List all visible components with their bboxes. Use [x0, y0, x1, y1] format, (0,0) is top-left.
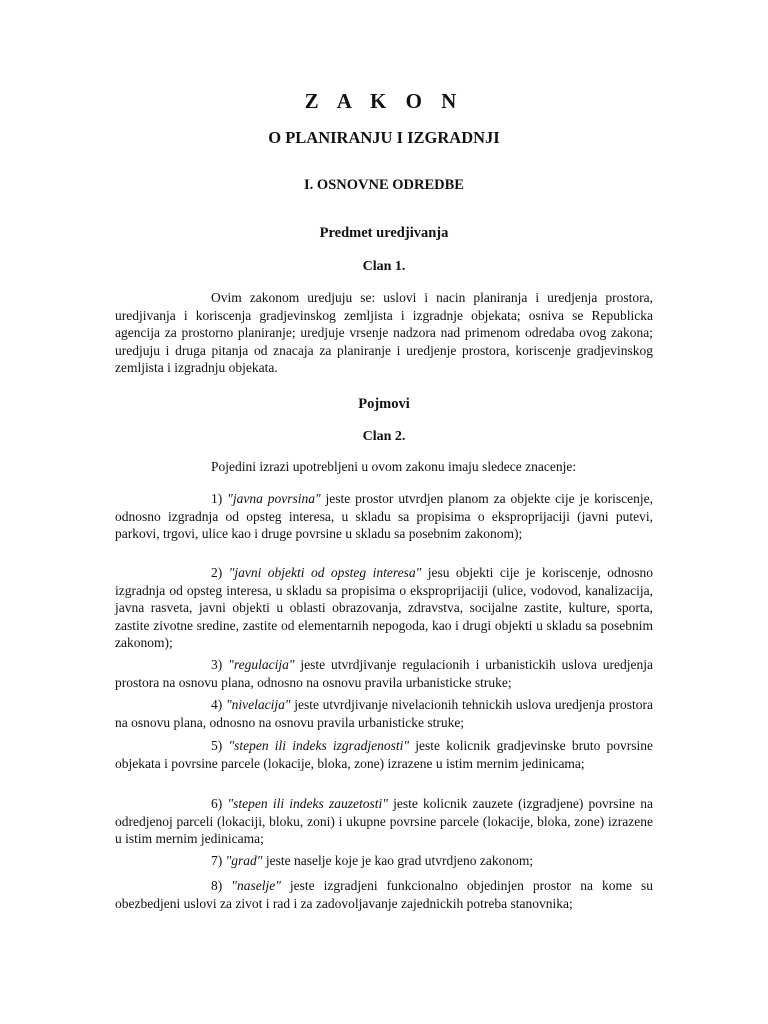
item-term: "javna povrsina" — [227, 491, 321, 506]
article-2-intro — [115, 458, 653, 476]
definition-item — [115, 877, 653, 912]
item-number: 3) — [211, 657, 223, 672]
item-text: jeste kolicnik gradjevinske bruto povrsine objekata i povrsine parcele (lokacije, bloka, zone) izrazene u istim mernim jedinicama; — [115, 738, 654, 771]
item-text: jeste utvrdjivanje regulacionih i urbanistickih uslova uredjenja prostora na osnovu plana, odnosno na osnovu pravila urbanisticke struke; — [115, 657, 654, 690]
definition-item — [115, 737, 653, 772]
item-text: jeste prostor utvrdjen planom za objekte cije je koriscenje, odnosno izgradnja od opsteg interesa, u skladu sa propisima o eksproprijaciji (javni putevi, parkovi, trgovi, ulice kao i druge povrsine u skladu sa posebnim zakonom); — [115, 491, 653, 541]
article-1-heading: Clan 1. — [362, 259, 406, 274]
item-term: "regulacija" — [228, 657, 295, 672]
definition-item — [115, 852, 653, 870]
article-2-intro-text: Pojedini izrazi upotrebljeni u ovom zakonu imaju sledece znacenje: — [211, 459, 577, 474]
section-heading: I. OSNOVNE ODREDBE — [304, 177, 464, 193]
article-2-heading: Clan 2. — [362, 429, 406, 444]
item-term: "stepen ili indeks izgradjenosti" — [228, 738, 410, 753]
document-title: Z A K O N — [304, 89, 464, 113]
heading-predmet: Predmet uredjivanja — [319, 225, 449, 241]
heading-pojmovi: Pojmovi — [358, 396, 410, 412]
definition-item — [115, 795, 653, 848]
definition-item — [115, 490, 653, 543]
item-text: jeste utvrdjivanje nivelacionih tehnickih uslova uredjenja prostora na osnovu plana, odnosno na osnovu pravila urbanisticke struke; — [115, 697, 654, 730]
definition-item — [115, 564, 653, 652]
item-term: "grad" — [225, 853, 263, 868]
item-text: jeste kolicnik zauzete (izgradjene) povrsine na odredjenoj parceli (lokaciji, bloku, zoni) i ukupne povrsine parcele (lokacije, bloka, zone) izrazene u istim mernim jedinicama; — [115, 796, 653, 846]
item-number: 7) — [211, 853, 223, 868]
item-number: 8) — [211, 878, 223, 893]
item-term: "stepen ili indeks zauzetosti" — [227, 796, 388, 811]
article-1-text: Ovim zakonom uredjuju se: uslovi i nacin planiranja i uredjenja prostora, uredjivanja i koriscenja gradjevinskog zemljista i izgradnje objekata; osniva se Republicka agencija za prostorno planiranje; uredjuje vrsenje nadzora nad primenom odredaba ovog zakona; uredjuju i druga pitanja od znacaja za planiranje i uredjenje prostora, koriscenje gradjevinskog zemljista i izgradnju objekata. — [115, 290, 653, 375]
definition-item — [115, 656, 653, 691]
definition-item — [115, 696, 653, 731]
item-term: "naselje" — [231, 878, 281, 893]
item-text: jeste izgradjeni funkcionalno objedinjen prostor na kome su obezbedjeni uslovi za zivot i rad i za zadovoljavanje zajednickih potreba stanovnika; — [115, 878, 653, 911]
item-number: 6) — [211, 796, 223, 811]
item-text: jesu objekti cije je koriscenje, odnosno izgradnja od opsteg interesa, u skladu sa propisima o eksproprijaciji (ulice, vodovod, kanalizacija, javna rasveta, javni objekti u oblasti obrazovanja, zdravstva, socijalne zastite, kulture, sporta, zastite zivotne sredine, zastite od elementarnih nepogoda, kao i drugi objekti u skladu sa posebnim zakonom); — [115, 565, 654, 650]
document-subtitle: O PLANIRANJU I IZGRADNJI — [268, 128, 500, 147]
item-term: "nivelacija" — [225, 697, 291, 712]
item-number: 4) — [211, 697, 223, 712]
item-number: 2) — [211, 565, 223, 580]
item-term: "javni objekti od opsteg interesa" — [228, 565, 422, 580]
article-1-paragraph — [115, 289, 653, 377]
item-number: 1) — [211, 491, 223, 506]
item-number: 5) — [211, 738, 223, 753]
item-text: jeste naselje koje je kao grad utvrdjeno zakonom; — [262, 853, 534, 868]
